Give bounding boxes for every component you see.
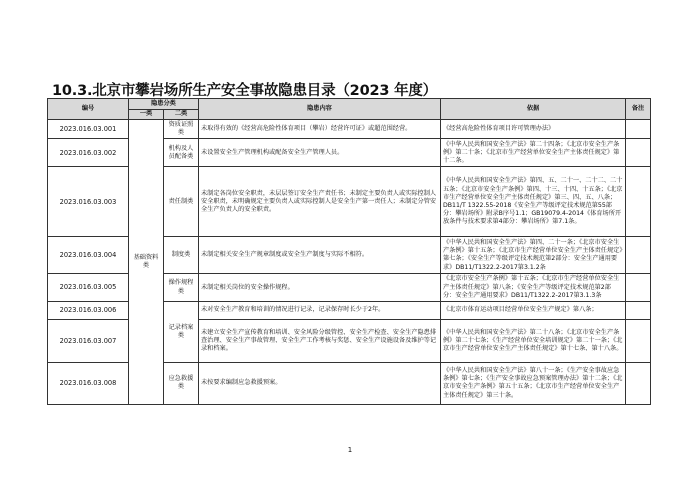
row-cat2: 制度类 [164, 237, 199, 274]
row-content: 未设置安全生产管理机构或配备安全生产管理人员。 [199, 139, 441, 167]
row-note [626, 274, 651, 302]
row-note [626, 362, 651, 404]
row-content: 未对安全生产教育和培训的情况进行记录，记录保存时长少于2年。 [199, 301, 441, 319]
row-cat2: 资质证照类 [164, 120, 199, 139]
header-note: 备注 [626, 99, 651, 120]
table-row [48, 120, 651, 139]
header-row [48, 99, 651, 110]
row-code: 2023.016.03.004 [48, 237, 129, 274]
row-content: 未制定相关安全生产规章制度或安全生产制度与实际不相符。 [199, 237, 441, 274]
row-basis: 《北京市体育运动项目经营单位安全生产规定》第八条； [441, 301, 626, 319]
header-code: 编号 [48, 99, 129, 120]
row-note [626, 319, 651, 362]
header-cat2: 二类 [164, 110, 199, 120]
row-basis: 《中华人民共和国安全生产法》第二十八条；《北京市安全生产条例》第二十七条；《生产经营单位安全培训规定》第二十一条；《北京市生产经营单位安全生产主体责任规定》第十七条、第十八条。 [441, 319, 626, 362]
row-basis: 《北京市安全生产条例》第十五条；《北京市生产经营单位安全生产主体责任规定》第八条；《安全生产等级评定技术规范第2部分：安全生产通用要求》DB11/T1322.2-2017第3.1.3条 [441, 274, 626, 302]
header-cat1: 一类 [129, 110, 164, 120]
row-content: 未制定相关岗位的安全操作规程。 [199, 274, 441, 302]
row-basis: 《中华人民共和国安全生产法》第二十四条；《北京市安全生产条例》第二十条；《北京市生产经营单位安全生产主体责任规定》第十二条。 [441, 139, 626, 167]
row-cat2: 操作规程类 [164, 274, 199, 302]
row-content: 未取得有效的《经营高危险性体育项目（攀岩）经营许可证》或超范围经营。 [199, 120, 441, 139]
row-code: 2023.016.03.008 [48, 362, 129, 404]
row-code: 2023.016.03.007 [48, 319, 129, 362]
row-code: 2023.016.03.002 [48, 139, 129, 167]
hazard-table [47, 98, 651, 405]
header-basis: 依据 [441, 99, 626, 120]
row-code: 2023.016.03.006 [48, 301, 129, 319]
row-note [626, 139, 651, 167]
row-basis: 《经营高危险性体育项目许可管理办法》 [441, 120, 626, 139]
category1-cell: 基础资料类 [129, 120, 164, 405]
row-cat2-merged: 记录档案类 [164, 301, 199, 362]
row-cat2: 责任制类 [164, 167, 199, 237]
row-cat2: 应急救援类 [164, 362, 199, 404]
row-basis: 《中华人民共和国安全生产法》第八十一条；《生产安全事故应急条例》第七条；《生产安全事故应急预案管理办法》第十二条；《北京市安全生产条例》第五十五条；《北京市生产经营单位安全生产主体责任规定》第三十条。 [441, 362, 626, 404]
header-category: 隐患分类 [129, 99, 199, 110]
row-basis: 《中华人民共和国安全生产法》第四、五、二十一、二十二、二十五条；《北京市安全生产条例》第四、十三、十四、十五条；《北京市生产经营单位安全生产主体责任规定》第三、四、五、八条；DB11/T 1322.55-2018《安全生产等级评定技术规范第55部分：攀岩场所》附录B序号1.1；GB19079.4-2014《体育场所开放条件与技术要求第4部分：攀岩场所》第7.1条。 [441, 167, 626, 237]
row-note [626, 237, 651, 274]
row-content: 未建立安全生产宣传教育和培训、安全风险分级管控、安全生产检查、安全生产隐患排查治理、安全生产事故管理、安全生产工作考核与奖惩、安全生产设施设备及维护等记录和档案。 [199, 319, 441, 362]
row-cat2: 机构及人员配备类 [164, 139, 199, 167]
row-code: 2023.016.03.005 [48, 274, 129, 302]
header-content: 隐患内容 [199, 99, 441, 120]
row-content: 未按要求编制应急救援预案。 [199, 362, 441, 404]
page-number: 1 [347, 446, 353, 454]
row-note [626, 120, 651, 139]
row-content: 未制定各岗位安全职责，未层层签订安全生产责任书；未制定主要负责人或实际控制人安全职责，未明确规定主要负责人或实际控制人是安全生产第一责任人；未制定分管安全生产负责人的安全职责。 [199, 167, 441, 237]
row-code: 2023.016.03.001 [48, 120, 129, 139]
document-title: 10.3.北京市攀岩场所生产安全事故隐患目录（2023 年度） [52, 83, 437, 99]
row-code: 2023.016.03.003 [48, 167, 129, 237]
row-note [626, 301, 651, 319]
row-basis: 《中华人民共和国安全生产法》第四、二十一条；《北京市安全生产条例》第十五条；《北京市生产经营单位安全生产主体责任规定》第七条；《安全生产等级评定技术规范第2部分：安全生产通用要求》DB11/T1322.2-2017第3.1.2条 [441, 237, 626, 274]
row-note [626, 167, 651, 237]
